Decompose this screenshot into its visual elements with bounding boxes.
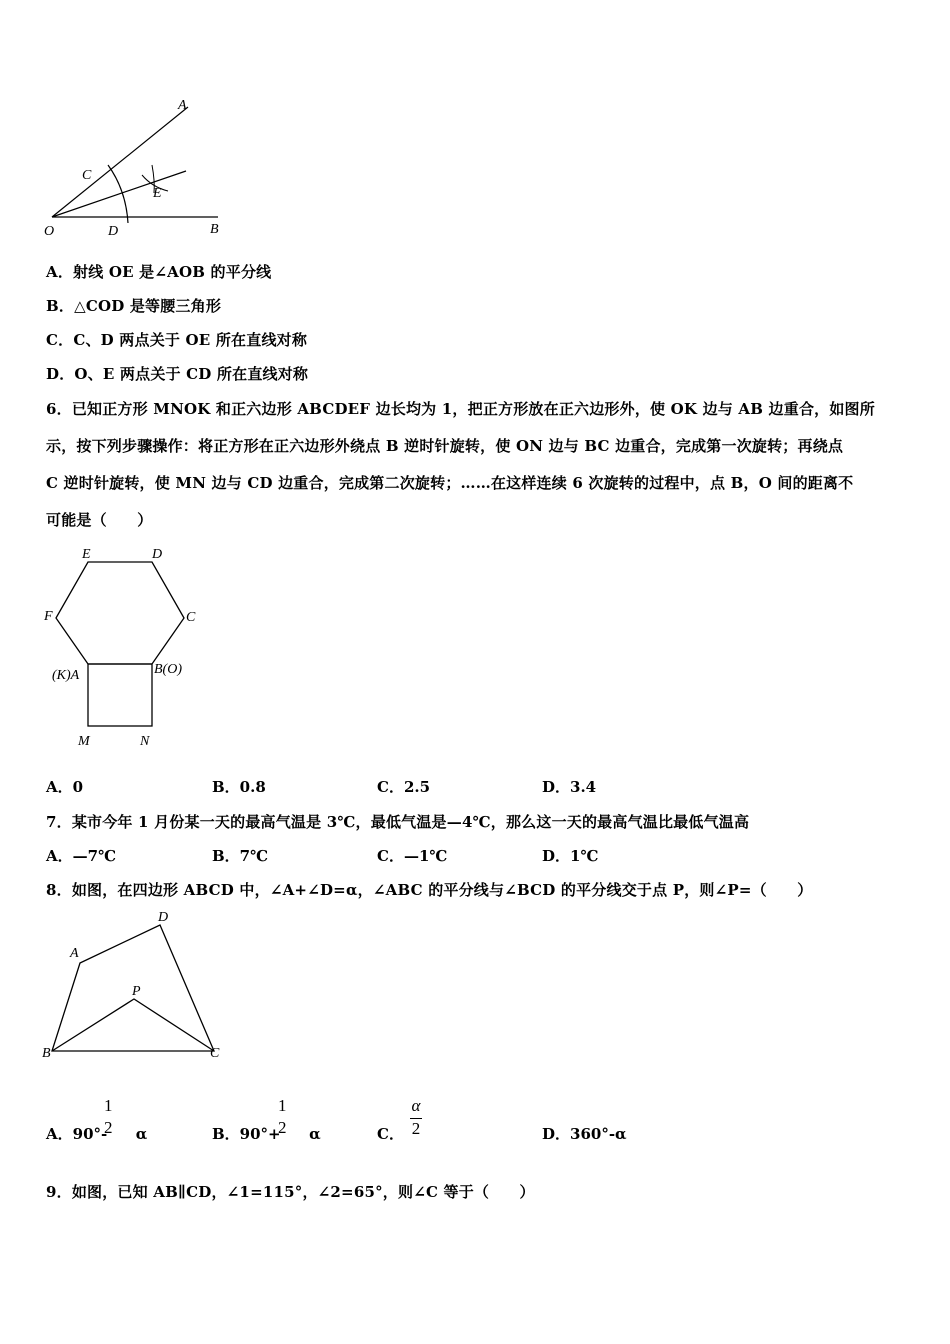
label-E: E	[153, 186, 162, 201]
label-A: A	[70, 946, 79, 961]
fraction-denominator: 2	[104, 1118, 113, 1137]
label-E: E	[82, 547, 91, 562]
label-O: O	[44, 224, 55, 239]
q6-option-a: A．0	[46, 778, 84, 796]
q8-option-d: D．360°-α	[542, 1125, 627, 1143]
fraction-numerator: 1	[104, 1096, 113, 1115]
label-C: C	[186, 610, 196, 625]
q8-option-b-fraction	[278, 1096, 287, 1138]
q7-option-a: A．—7℃	[46, 847, 117, 865]
q6-stem-line-1: 6．已知正方形 MNOK 和正六边形 ABCDEF 边长均为 1，把正方形放在正六边形外，使 OK 边与 AB 边重合，如图所	[46, 400, 875, 418]
q7-option-c: C．—1℃	[377, 847, 448, 865]
q5-option-c: C．C、D 两点关于 OE 所在直线对称	[46, 331, 308, 349]
q8-option-b-prefix: B．90°+	[212, 1125, 281, 1143]
q7-option-d: D．1℃	[542, 847, 599, 865]
label-D: D	[158, 910, 169, 925]
q6-option-c: C．2.5	[377, 778, 431, 796]
label-D: D	[152, 547, 163, 562]
q8-option-b	[212, 1123, 321, 1144]
q6-stem-line-4: 可能是（ ）	[46, 511, 153, 529]
q8-option-c-fraction	[410, 1096, 422, 1139]
label-P: P	[132, 984, 141, 999]
q6-option-b: B．0.8	[212, 778, 266, 796]
label-BO: B(O)	[154, 662, 182, 677]
q8-option-b-suffix: α	[309, 1125, 321, 1143]
label-M: M	[78, 734, 90, 749]
q8-option-a-fraction	[104, 1096, 113, 1138]
angle-bisector-figure	[40, 95, 240, 245]
q8-option-a-prefix: A．90°-	[46, 1125, 108, 1143]
label-N: N	[140, 734, 150, 749]
q8-option-a-suffix: α	[135, 1125, 148, 1143]
label-A: A	[178, 98, 187, 113]
label-C: C	[210, 1046, 220, 1061]
fraction-numerator: α	[411, 1096, 421, 1115]
label-B: B	[210, 222, 219, 237]
q6-option-d: D．3.4	[542, 778, 597, 796]
q8-option-a	[46, 1123, 147, 1144]
fraction-denominator: 2	[411, 1119, 421, 1138]
fraction-numerator: 1	[278, 1096, 287, 1115]
q6-stem-line-2: 示，按下列步骤操作：将正方形在正六边形外绕点 B 逆时针旋转，使 ON 边与 BC 边重合，完成第一次旋转；再绕点	[46, 437, 844, 455]
q5-option-b: B．△COD 是等腰三角形	[46, 297, 222, 315]
q8-stem: 8．如图，在四边形 ABCD 中，∠A+∠D=α，∠ABC 的平分线与∠BCD 的平分线交于点 P，则∠P=（ ）	[46, 881, 813, 899]
fraction-denominator: 2	[278, 1118, 287, 1137]
label-C: C	[82, 168, 92, 183]
hexagon-square-figure	[40, 542, 210, 752]
q7-option-b: B．7℃	[212, 847, 269, 865]
label-D: D	[108, 224, 119, 239]
q5-option-a: A．射线 OE 是∠AOB 的平分线	[46, 263, 272, 281]
label-KA: (K)A	[52, 668, 80, 683]
q9-stem: 9．如图，已知 AB∥CD，∠1=115°，∠2=65°，则∠C 等于（ ）	[46, 1183, 535, 1201]
q8-option-c: C．	[377, 1125, 404, 1143]
quadrilateral-figure	[38, 905, 238, 1065]
q6-stem-line-3: C 逆时针旋转，使 MN 边与 CD 边重合，完成第二次旋转；……在这样连续 6 次旋转的过程中，点 B，O 间的距离不	[46, 474, 854, 492]
q7-stem: 7．某市今年 1 月份某一天的最高气温是 3℃，最低气温是—4℃，那么这一天的最高气温比最低气温高	[46, 813, 750, 831]
label-F: F	[44, 609, 53, 624]
label-B: B	[42, 1046, 51, 1061]
q5-option-d: D．O、E 两点关于 CD 所在直线对称	[46, 365, 309, 383]
